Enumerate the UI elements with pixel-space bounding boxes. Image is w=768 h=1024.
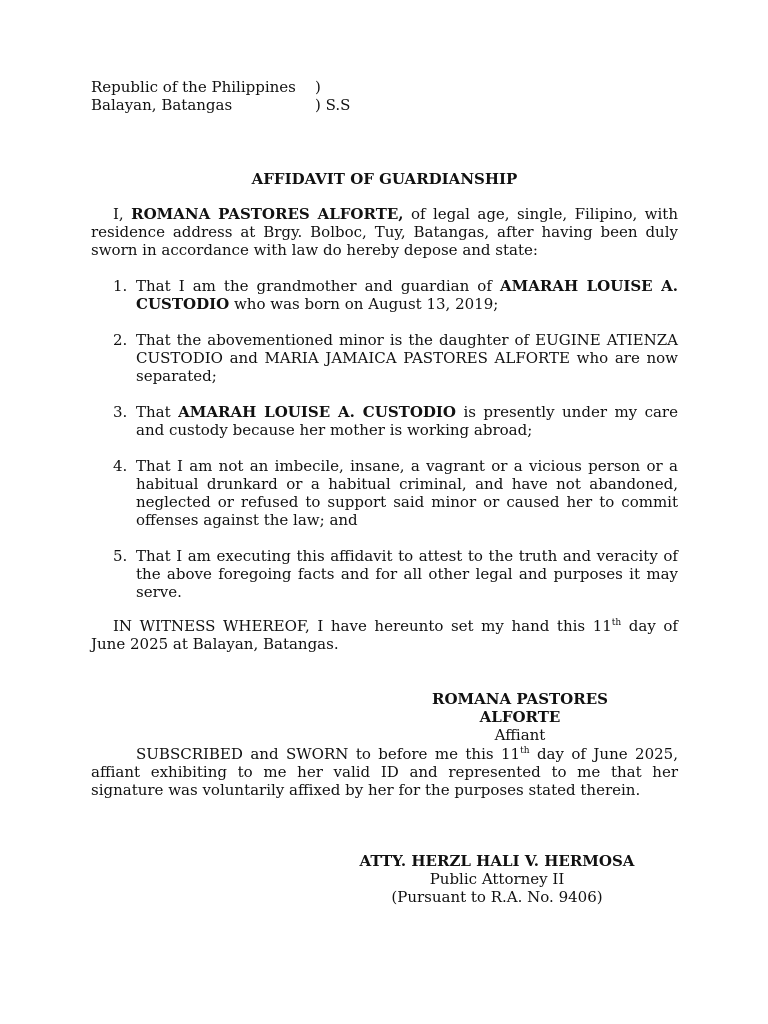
affiant-signature-block [400,690,640,744]
attorney-signature-block [352,852,642,906]
affidavit-body [91,78,678,653]
list-item: 4. That I am not an imbecile, insane, a vagrant or a vicious person or a habitual drunkard or a habitual criminal, and have not abandoned, neglected or refused to support said minor or caused her to commit offenses against the law; and [113,457,678,529]
venue-block [91,78,678,114]
affiant-role: Affiant [494,726,546,744]
witness-paragraph: IN WITNESS WHEREOF, I have hereunto set my hand this 11th day of June 2025 at Balayan, Batangas. [91,617,678,653]
jurat-paragraph: SUBSCRIBED and SWORN to before me this 11th day of June 2025, affiant exhibiting to me her valid ID and represented to me that her signature was voluntarily affixed by her for the purposes stated therein. [91,745,678,799]
venue-ss: ) S.S [315,96,351,114]
attorney-title: Public Attorney II [429,870,565,888]
venue-country: Republic of the Philippines [91,78,296,96]
affiant-name-inline: ROMANA PASTORES ALFORTE, [131,205,404,223]
list-item: 2. That the abovementioned minor is the daughter of EUGINE ATIENZA CUSTODIO and MARIA JAMAICA PASTORES ALFORTE who are now separated; [113,331,678,385]
list-item: 5. That I am executing this affidavit to attest to the truth and veracity of the above foregoing facts and for all other legal and purposes it may serve. [113,547,678,601]
affiant-name: ROMANA PASTORES ALFORTE [432,690,608,726]
intro-paragraph: I, ROMANA PASTORES ALFORTE, of legal age, single, Filipino, with residence address at Brgy. Bolboc, Tuy, Batangas, after having been duly sworn in accordance with law do hereby depose and state: [91,205,678,259]
attorney-basis: (Pursuant to R.A. No. 9406) [391,888,603,906]
venue-bracket-1: ) [315,78,321,96]
attorney-name: ATTY. HERZL HALI V. HERMOSA [359,852,635,870]
venue-place: Balayan, Batangas [91,96,233,114]
statements-list [91,277,678,601]
list-item: 3. That AMARAH LOUISE A. CUSTODIO is presently under my care and custody because her mother is working abroad; [113,403,678,439]
list-item: 1. That I am the grandmother and guardian of AMARAH LOUISE A. CUSTODIO who was born on August 13, 2019; [113,277,678,313]
document-title: AFFIDAVIT OF GUARDIANSHIP [251,170,518,188]
